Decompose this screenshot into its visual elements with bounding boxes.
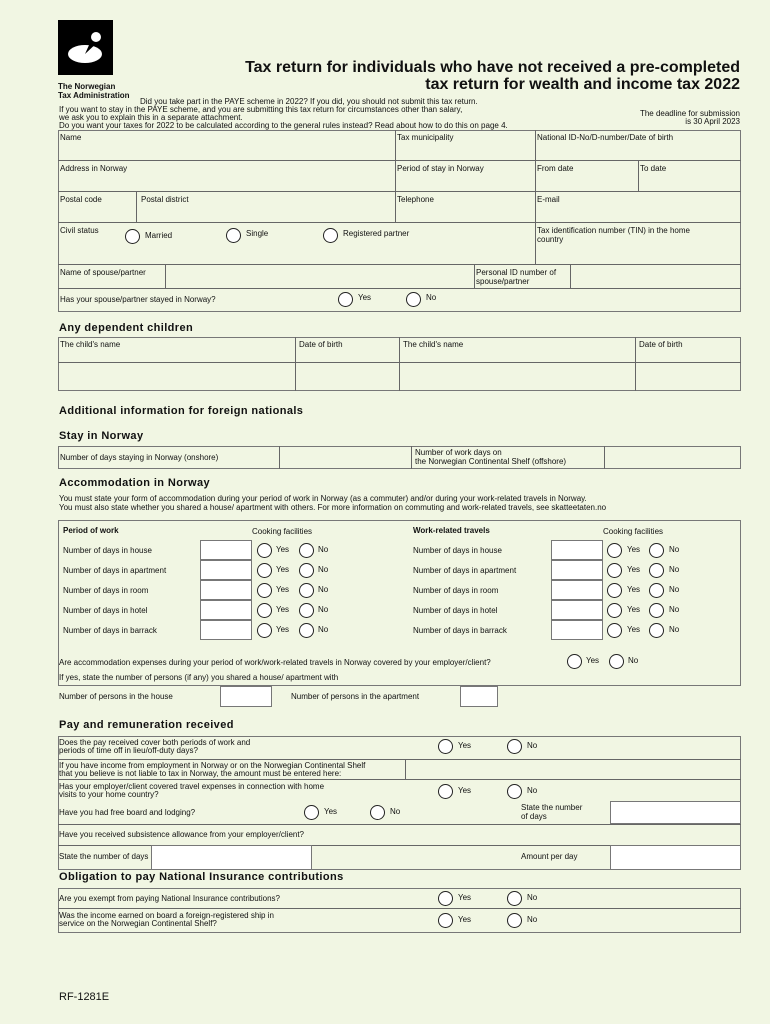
right-days-input[interactable] — [551, 580, 603, 600]
spouse-stayed-no-radio[interactable] — [406, 292, 421, 307]
right-days-input[interactable] — [551, 540, 603, 560]
covered-expenses-question: Are accommodation expenses during your period of work/work-related travels in Norway covered by your employer/client? — [59, 658, 491, 667]
child-name-label-2: The child's name — [403, 340, 464, 349]
page-title-line2: tax return for wealth and income tax 2022 — [425, 76, 740, 93]
no-label: No — [669, 605, 680, 614]
insurance-q2-yes-label: Yes — [458, 915, 472, 924]
deadline-line1: The deadline for submission — [639, 109, 740, 118]
right-row-room: Number of days in room — [413, 586, 499, 595]
insurance-q2-no-label: No — [527, 915, 538, 924]
cooking-label-right: Cooking facilities — [603, 527, 664, 536]
pay-q4-yes-label: Yes — [324, 807, 338, 816]
right-cooking-no-radio[interactable] — [649, 563, 664, 578]
tin-label-line1: Tax identification number (TIN) in the home — [537, 226, 690, 235]
spouse-id-label-line2: spouse/partner — [476, 277, 530, 286]
left-days-input[interactable] — [200, 540, 252, 560]
married-label: Married — [145, 231, 173, 240]
registered-partner-radio[interactable] — [323, 228, 338, 243]
left-cooking-yes-radio[interactable] — [257, 543, 272, 558]
logo-line1: The Norwegian — [58, 82, 116, 91]
child-dob-label-1: Date of birth — [299, 340, 343, 349]
right-cooking-yes-radio[interactable] — [607, 543, 622, 558]
pay-q4-no-radio[interactable] — [370, 805, 385, 820]
pay-q4-no-label: No — [390, 807, 401, 816]
no-label: No — [669, 565, 680, 574]
pay-q1-no-radio[interactable] — [507, 739, 522, 754]
left-cooking-yes-radio[interactable] — [257, 583, 272, 598]
from-date-label: From date — [537, 164, 574, 173]
pay-q1-yes-radio[interactable] — [438, 739, 453, 754]
child-name-label-1: The child's name — [60, 340, 121, 349]
covered-yes-label: Yes — [586, 656, 600, 665]
pay-q3-line2: visits to your home country? — [59, 790, 159, 799]
left-cooking-no-radio[interactable] — [299, 623, 314, 638]
email-label: E-mail — [537, 195, 560, 204]
right-cooking-no-radio[interactable] — [649, 583, 664, 598]
right-cooking-yes-radio[interactable] — [607, 583, 622, 598]
left-days-input[interactable] — [200, 600, 252, 620]
pay-q3-no-radio[interactable] — [507, 784, 522, 799]
yes-label: Yes — [627, 625, 641, 634]
children-heading: Any dependent children — [59, 322, 194, 334]
child-dob-label-2: Date of birth — [639, 340, 683, 349]
pay-q5-label: Have you received subsistence allowance from your employer/client? — [59, 830, 305, 839]
logo-mark — [58, 20, 113, 75]
single-radio[interactable] — [226, 228, 241, 243]
offshore-days-label-line2: the Norwegian Continental Shelf (offshore) — [415, 457, 567, 466]
address-label: Address in Norway — [60, 164, 128, 173]
spouse-stayed-label: Has your spouse/partner stayed in Norway? — [60, 295, 216, 304]
persons-house-label: Number of persons in the house — [59, 692, 173, 701]
insurance-q1-no-label: No — [527, 893, 538, 902]
covered-no-radio[interactable] — [609, 654, 624, 669]
logo-line2: Tax Administration — [58, 91, 130, 100]
logo-icon — [58, 20, 113, 75]
yes-label: Yes — [627, 585, 641, 594]
no-label: No — [318, 565, 329, 574]
pay-q4-label: Have you had free board and lodging? — [59, 808, 196, 817]
insurance-q1-no-radio[interactable] — [507, 891, 522, 906]
amount-per-day-input[interactable] — [610, 845, 741, 870]
spouse-stayed-yes-label: Yes — [358, 293, 372, 302]
right-cooking-no-radio[interactable] — [649, 543, 664, 558]
national-id-label: National ID-No/D-number/Date of birth — [537, 133, 674, 142]
allowance-days-input[interactable] — [151, 845, 312, 870]
insurance-q2-line1: Was the income earned on board a foreign-registered ship in — [59, 911, 274, 920]
left-cooking-no-radio[interactable] — [299, 603, 314, 618]
cooking-label-left: Cooking facilities — [252, 527, 313, 536]
intro-line3: we ask you to explain this in a separate attachment. — [59, 113, 243, 122]
left-days-input[interactable] — [200, 620, 252, 640]
stay-heading: Stay in Norway — [59, 430, 144, 442]
covered-yes-radio[interactable] — [567, 654, 582, 669]
persons-apartment-input[interactable] — [460, 686, 498, 707]
pay-q3-no-label: No — [527, 786, 538, 795]
pay-q3-yes-label: Yes — [458, 786, 472, 795]
insurance-q1-yes-label: Yes — [458, 893, 472, 902]
left-cooking-no-radio[interactable] — [299, 543, 314, 558]
pay-q1-no-label: No — [527, 741, 538, 750]
right-days-input[interactable] — [551, 620, 603, 640]
offshore-days-label-line1: Number of work days on — [415, 448, 502, 457]
yes-label: Yes — [627, 605, 641, 614]
period-of-stay-label: Period of stay in Norway — [397, 164, 484, 173]
insurance-q1-label: Are you exempt from paying National Insurance contributions? — [59, 894, 281, 903]
spouse-id-label-line1: Personal ID number of — [476, 268, 557, 277]
yes-label: Yes — [276, 545, 290, 554]
yes-label: Yes — [276, 605, 290, 614]
pay-q1-line2: periods of time off in lieu/off-duty days? — [59, 746, 198, 755]
no-label: No — [318, 625, 329, 634]
name-label: Name — [60, 133, 82, 142]
no-label: No — [318, 545, 329, 554]
intro-line1: Did you take part in the PAYE scheme in 2022? If you did, you should not submit this tax return. — [140, 97, 478, 106]
days-label-line2: of days — [521, 812, 547, 821]
days-label-line1: State the number — [521, 803, 583, 812]
accommodation-note-1: You must state your form of accommodation during your period of work in Norway (as a commuter) and/or during your work-related travels in Norway. — [59, 494, 587, 503]
board-days-input[interactable] — [610, 801, 741, 824]
amount-per-day-label: Amount per day — [521, 852, 578, 861]
insurance-heading: Obligation to pay National Insurance contributions — [59, 871, 344, 883]
right-row-apartment: Number of days in apartment — [413, 566, 517, 575]
pay-q1-yes-label: Yes — [458, 741, 472, 750]
registered-partner-label: Registered partner — [343, 229, 410, 238]
pay-q3-line1: Has your employer/client covered travel expenses in connection with home — [59, 782, 325, 791]
shared-persons-question: If yes, state the number of persons (if any) you shared a house/ apartment with — [59, 673, 339, 682]
single-label: Single — [246, 229, 269, 238]
left-row-house: Number of days in house — [63, 546, 152, 555]
pay-q4-yes-radio[interactable] — [304, 805, 319, 820]
covered-no-label: No — [628, 656, 639, 665]
pay-q1-line1: Does the pay received cover both periods of work and — [59, 738, 251, 747]
pay-q2-line1: If you have income from employment in Norway or on the Norwegian Continental Shelf — [59, 761, 366, 770]
left-cooking-yes-radio[interactable] — [257, 603, 272, 618]
to-date-label: To date — [640, 164, 667, 173]
page-title-line1: Tax return for individuals who have not received a pre-completed — [245, 59, 740, 76]
no-label: No — [669, 545, 680, 554]
postal-district-label: Postal district — [141, 195, 189, 204]
left-cooking-yes-radio[interactable] — [257, 563, 272, 578]
deadline-line2: is 30 April 2023 — [685, 117, 740, 126]
insurance-q2-yes-radio[interactable] — [438, 913, 453, 928]
yes-label: Yes — [627, 545, 641, 554]
no-label: No — [669, 585, 680, 594]
no-label: No — [318, 585, 329, 594]
spouse-stayed-yes-radio[interactable] — [338, 292, 353, 307]
persons-house-input[interactable] — [220, 686, 272, 707]
yes-label: Yes — [627, 565, 641, 574]
pay-q3-yes-radio[interactable] — [438, 784, 453, 799]
onshore-days-label: Number of days staying in Norway (onshore) — [60, 453, 219, 462]
right-cooking-yes-radio[interactable] — [607, 603, 622, 618]
right-cooking-yes-radio[interactable] — [607, 563, 622, 578]
persons-apartment-label: Number of persons in the apartment — [291, 692, 420, 701]
period-of-work-label: Period of work — [63, 526, 119, 535]
right-cooking-no-radio[interactable] — [649, 603, 664, 618]
left-row-barrack: Number of days in barrack — [63, 626, 157, 635]
tin-label-line2: country — [537, 235, 564, 244]
left-cooking-no-radio[interactable] — [299, 583, 314, 598]
intro-line4: Do you want your taxes for 2022 to be calculated according to the general rules instead? Read about how to do this on page 4. — [59, 121, 508, 130]
no-label: No — [669, 625, 680, 634]
yes-label: Yes — [276, 585, 290, 594]
state-days-label: State the number of days — [59, 852, 149, 861]
insurance-q2-no-radio[interactable] — [507, 913, 522, 928]
postal-code-label: Postal code — [60, 195, 102, 204]
left-row-apartment: Number of days in apartment — [63, 566, 167, 575]
right-row-barrack: Number of days in barrack — [413, 626, 507, 635]
left-days-input[interactable] — [200, 560, 252, 580]
personal-info-grid — [58, 130, 741, 312]
left-cooking-yes-radio[interactable] — [257, 623, 272, 638]
civil-status-label: Civil status — [60, 226, 99, 235]
insurance-q1-yes-radio[interactable] — [438, 891, 453, 906]
left-cooking-no-radio[interactable] — [299, 563, 314, 578]
left-row-room: Number of days in room — [63, 586, 149, 595]
intro-line2: If you want to stay in the PAYE scheme, and you are submitting this tax return for circumstances other than salary, — [59, 105, 463, 114]
right-days-input[interactable] — [551, 560, 603, 580]
spouse-name-label: Name of spouse/partner — [60, 268, 146, 277]
no-label: No — [318, 605, 329, 614]
accommodation-note-2: You must also state whether you shared a house/ apartment with others. For more information on commuting and work-related travels, see skatteetaten.no — [59, 503, 607, 512]
work-travels-label: Work-related travels — [413, 526, 490, 535]
right-row-house: Number of days in house — [413, 546, 502, 555]
insurance-q2-line2: service on the Norwegian Continental Shelf? — [59, 919, 217, 928]
pay-heading: Pay and remuneration received — [59, 719, 234, 731]
left-row-hotel: Number of days in hotel — [63, 606, 148, 615]
form-code: RF-1281E — [59, 991, 110, 1003]
foreign-heading: Additional information for foreign nationals — [59, 405, 304, 417]
right-row-hotel: Number of days in hotel — [413, 606, 498, 615]
yes-label: Yes — [276, 625, 290, 634]
spouse-stayed-no-label: No — [426, 293, 437, 302]
right-days-input[interactable] — [551, 600, 603, 620]
pay-q2-line2: that you believe is not liable to tax in Norway, the amount must be entered here: — [59, 769, 342, 778]
right-cooking-yes-radio[interactable] — [607, 623, 622, 638]
telephone-label: Telephone — [397, 195, 434, 204]
right-cooking-no-radio[interactable] — [649, 623, 664, 638]
yes-label: Yes — [276, 565, 290, 574]
married-radio[interactable] — [125, 229, 140, 244]
left-days-input[interactable] — [200, 580, 252, 600]
tax-municipality-label: Tax municipality — [397, 133, 454, 142]
accommodation-heading: Accommodation in Norway — [59, 477, 210, 489]
